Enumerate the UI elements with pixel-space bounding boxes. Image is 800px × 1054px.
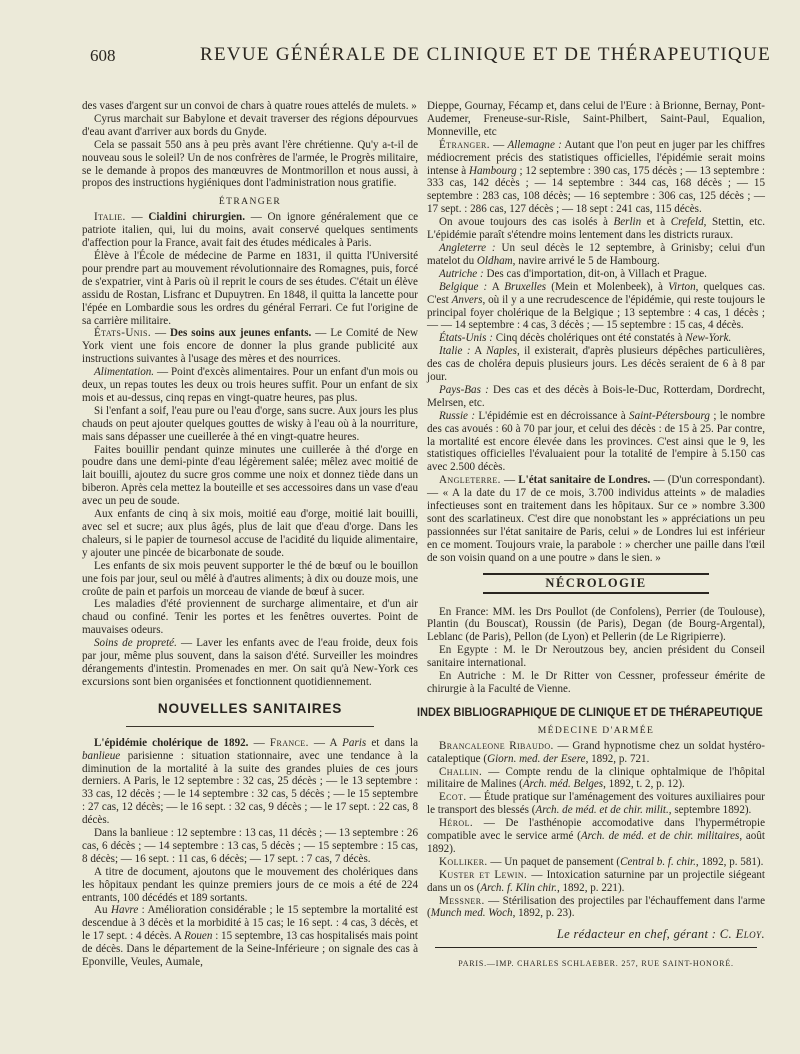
paragraph: Si l'enfant a soif, l'eau pure ou l'eau d'orge, sans sucre. Aux jours les plus chauds on peut ajouter quelques gouttes de wisky à l'eau où à la nourriture, mais sans dépasser une cueillerée à thé en vingt-quatre heures. (82, 404, 418, 443)
necrologie-block (427, 573, 765, 594)
article-title: L'état sanitaire de Londres. (518, 474, 651, 487)
signature-name: C. Eloy. (716, 927, 765, 942)
paragraph-italie-cholera (427, 345, 765, 384)
footer-rule (435, 947, 757, 948)
country-label: Italie. (94, 211, 126, 224)
paragraph-text: (Mein et Molenbeek), à (546, 280, 669, 293)
author-name: Kolliker. (439, 855, 488, 868)
paragraph-text: : 15 septembre, 13 cas hospitalisés mais point de décès. Dans le département de la Seine-Inférieure ; on signale des cas à Eponville, Veules, Aumale, (82, 930, 419, 969)
paragraph-russie (427, 410, 765, 475)
printer-line: PARIS.—IMP. CHARLES SCHLAEBER. 257, RUE SAINT-HONORÉ. (458, 959, 734, 969)
section-heading-nouvelles: NOUVELLES SANITAIRES (157, 700, 343, 716)
inline-italic: États-Unis : (439, 332, 493, 345)
inline-italic: Russie : (439, 409, 476, 422)
journal-source: Arch. de méd. et de chir. milit. (535, 804, 669, 817)
inline-italic: Allemagne : (507, 138, 562, 151)
inline-italic: Pays-Bas : (439, 383, 489, 396)
paragraph-text: Cinq décès cholériques ont été constatés à (492, 332, 686, 345)
inline-italic: Paris (342, 736, 367, 749)
paragraph-italie (82, 211, 418, 250)
paragraph-alimentation (82, 366, 418, 405)
inline-italic: Autriche : (439, 267, 484, 280)
paragraph: A titre de document, ajoutons que le mouvement des cholériques dans les hôpitaux pendant les quinze premiers jours de ce mois a été de 224 entrants, 100 décédés et 189 sortants. (82, 865, 418, 904)
paragraph-text: A (487, 280, 505, 293)
left-column (82, 100, 418, 969)
dash: — (125, 211, 149, 224)
paragraph-text: et dans la (366, 736, 419, 749)
bibliography-entry (427, 817, 765, 856)
journal-source: Central b. f. chir. (620, 855, 696, 868)
inline-italic: Anvers (451, 293, 483, 306)
page-number: 608 (90, 46, 116, 65)
paragraph: Aux enfants de cinq à six mois, moitié eau d'orge, moitié lait bouilli, avec sel et sucre; aux plus âgés, plus de lait que d'eau d'orge. Dans les chaleurs, si le papier de tournesol accuse de l'acidité du liquide alimentaire, y ajouter une pincée de bicarbonate de soude. (82, 508, 418, 559)
entry-text: , août 1892). (427, 830, 765, 855)
entry-text: , 1892, p. 581). (695, 855, 764, 868)
entry-text: , 1892, p. 23). (512, 907, 575, 920)
journal-source: Arch. f. Klin chir. (480, 881, 557, 894)
journal-source: Arch. méd. Belges (522, 778, 604, 791)
country-label: Étranger. (439, 138, 490, 151)
entry-text: , 1892, p. 721. (585, 752, 650, 765)
paragraph-etats-unis-cholera (427, 332, 765, 345)
page-header (72, 42, 772, 72)
paragraph-text: ; 12 septembre : 390 cas, 175 décès ; — 13 septembre : 333 cas, 142 décès ; — 14 septembre : 344 cas, 168 décès ; — 15 septembre : 283 cas, 108 décès; — 16 septembre : 306 cas, 125 décès ; — 17 sept. : 286 cas, 127 décès ; — 18 sept : 241 cas, 115 décès. (427, 164, 765, 216)
section-heading-index: INDEX BIBLIOGRAPHIQUE DE CLINIQUE ET DE THÉRAPEUTIQUE (417, 704, 763, 719)
entry-text: , septembre 1892). (668, 804, 752, 817)
paragraph: Cela se passait 550 ans à peu près avant l'ère chrétienne. Qu'y a-t-il de nouveau sous le soleil? Un de nos confrères de l'armée, le Progrès militaire, se le demande à propos des manœuvres de Montmorillon et nous aussi, à propos des instructions hygiéniques dont l'administration nous gratifie. (82, 138, 418, 190)
paragraph-text: A (470, 345, 487, 358)
entry-text: — Grand hypnotisme chez un soldat hystéro-cataleptique ( (427, 739, 765, 765)
inline-italic: Virton (668, 280, 696, 293)
paragraph-text: ; le nombre des cas avoués : 60 à 70 par jour, et celui des décès : de 15 à 25. Par contre, la mortalité est encore élevée dans les provinces. C'est ainsi que le 9, les statistiques officielles l'évaluaient pour la totalité de l'empire à 5.150 cas avec 2.500 décès. (427, 409, 766, 474)
paragraph-isoles (427, 216, 765, 242)
bibliography-entry (427, 856, 765, 869)
author-name: Challin. (439, 765, 483, 778)
paragraph-text: — (D'un correspondant). — « A la date du 17 de ce mois, 3.700 individus atteints » de maladies infectieuses sont en traitement dans les hôpitaux. Sur ce » nombre 3.300 sont des scarlatineux. C'est dire que nonobstant les » appréciations un peu passionnées sur l'état sanitaire de Paris, celui » de Londres lui est inférieur en ce moment. Toujours vraie, la parabole : » chercher une paille dans l'œil de son voisin quand on a une poutre » dans le sien. » (427, 474, 765, 564)
paragraph-text: : Amélioration considérable ; le 15 septembre la mortalité est descendue à 3 décès et la morbidité à 15 cas; le 16 sept. : 4 cas, 3 décès, et le 17 sept. : 4 décès. A (82, 904, 418, 943)
subheading-etranger: ÉTRANGER (218, 196, 282, 208)
entry-text: — Intoxication saturnine par un projectile siégeant dans un os ( (427, 868, 765, 894)
paragraph: Faites bouillir pendant quinze minutes une cuillerée à thé d'orge en poudre dans une demi-pinte d'eau légèrement salée; mêlez avec moitié de lait bouilli, ajoutez du sucre gros comme une noix et donnez tiède dans un biberon. Après cela mettez la bouteille et ses accessoires dans un vase d'eau avec un peu de soude. (82, 443, 418, 508)
paragraph: Dieppe, Gournay, Fécamp et, dans celui de l'Eure : à Brionne, Bernay, Pont-Audemer, Freneuse-sur-Risle, Saint-Philbert, Saint-Paul, Equalion, Monneville, etc (427, 100, 765, 138)
article-title: L'épidémie cholérique de 1892. (94, 736, 249, 749)
inline-italic: Havre (110, 904, 139, 917)
country-label: États-Unis. (94, 327, 152, 340)
paragraph-pays-bas (427, 384, 765, 410)
paragraph: Élève à l'École de médecine de Parme en 1831, il quitta l'Université pour prendre part au mouvement révolutionnaire des Romagnes, puis, forcé de s'expatrier, vint à Paris où il reprit le cours de ses études. C'était un élève assidu de Rostan, Lisfranc et Dupuytren. En 1848, il quitta la lancette pour l'épée en Lombardie sous les ordres du général Ferrari. Ce fut l'origine de sa carrière militaire. (82, 249, 418, 327)
dash: — (151, 327, 171, 340)
paragraph-text: Des cas d'importation, dit-on, à Villach et Prague. (483, 267, 707, 280)
signature-label: Le rédacteur en chef, gérant : (556, 927, 717, 942)
entry-text: — Un paquet de pansement ( (487, 855, 621, 868)
paragraph-text: parisienne : situation stationnaire, avec une tendance à la diminution de la mortalité à la suite des grandes pluies de ces jours derniers. A Paris, le 12 septembre : 32 cas, 25 décès ; — le 13 septembre : 33 cas, 12 décès ; — le 14 septembre : 32 cas, 5 décès ; — le 15 septembre : 27 cas, 12 décès; — le 16 sept. : 32 cas, 9 décès ; — le 17 sept. : 22 cas, 8 décès. (82, 749, 418, 827)
paragraph-etats-unis (82, 327, 418, 366)
editor-signature (427, 928, 765, 941)
paragraph-text: — On ignore généralement que ce patriote italien, qui, lui du moins, avait conservé quelques sentiments d'affection pour la France, avait fait des études médicales à Paris. (82, 211, 418, 250)
paragraph-text: On avoue toujours des cas isolés à (439, 216, 614, 229)
paragraph-text: , quelques cas. C'est (427, 280, 765, 306)
paragraph-soins (82, 637, 418, 689)
paragraph: Cyrus marchait sur Babylone et devait traverser des régions dépourvues d'eau avant d'arriver aux bords du Gnyde. (82, 112, 418, 138)
paragraph-angleterre-cholera (427, 242, 765, 268)
inline-italic: Hambourg (469, 164, 517, 177)
inline-italic: New-York. (685, 332, 732, 345)
article-title: Cialdini chirurgien. (148, 211, 245, 224)
paragraph-text: Des cas et des décès à Bois-le-Duc, Rotterdam, Dordrecht, Melrsen, etc. (427, 383, 765, 409)
inline-italic: Berlin (613, 216, 642, 229)
article-title: Des soins aux jeunes enfants. (170, 327, 312, 340)
paragraph-londres (427, 474, 765, 564)
inline-italic: Oldham (476, 254, 513, 267)
paragraph-text: , il existerait, d'après plusieurs dépêches particulières, des cas de choléra depuis plusieurs jours. Les décès seraient de 6 à 8 par jour. (427, 345, 765, 384)
paragraph: Les enfants de six mois peuvent supporter le thé de bœuf ou le bouillon une fois par jour, seul ou mêlé à d'autres aliments; à dix ou douze mois, une croûte de pain et parfois un morceau de viande de bœuf à sucer. (82, 559, 418, 598)
necrologie-top-rule (483, 573, 709, 575)
inline-italic: Saint-Pétersbourg (629, 409, 710, 422)
dash: — (248, 736, 270, 749)
section-heading-necrologie: NÉCROLOGIE (545, 575, 647, 590)
paragraph: Dans la banlieue : 12 septembre : 13 cas, 11 décès ; — 13 septembre : 26 cas, 6 décès ; — 14 septembre : 13 cas, 5 décès ; — 15 septembre : 15 cas, 8 décès; — 16 sept. : 11 cas, 6 décès; — 17 sept. : 7 cas, 7 décès. (82, 827, 418, 865)
paragraph-text: , Stettin, etc. L'épidémie paraît s'étendre moins lentement dans les districts ruraux. (427, 216, 765, 242)
inline-italic: Naples (486, 345, 517, 358)
country-label: France. (269, 736, 309, 749)
paragraph-text: Au (94, 904, 111, 917)
journal-source: Arch. de méd. et de chir. militaires (580, 830, 740, 843)
entry-text: — Stérilisation des projectiles par l'échauffement dans l'arme ( (427, 894, 765, 920)
inline-italic: Angleterre : (439, 241, 496, 254)
author-name: Brancaleone Ribaudo. (439, 739, 554, 752)
author-name: Hérol. (439, 817, 474, 830)
dash: — (489, 138, 508, 151)
subheading-medecine-armee: MÉDECINE D'ARMÉE (537, 724, 655, 736)
bibliography-entry (427, 895, 765, 921)
paragraph-havre (82, 904, 418, 969)
paragraph: En Egypte : M. le Dr Neroutzous bey, ancien président du Conseil sanitaire international. (427, 644, 765, 670)
country-label: Angleterre. (439, 474, 501, 487)
paragraph: En Autriche : M. le Dr Ritter von Cessner, professeur émérite de chirurgie à la Faculté de Vienne. (427, 670, 765, 695)
paragraph-autriche (427, 268, 765, 281)
bibliography-entry (427, 791, 765, 817)
paragraph-belgique (427, 281, 765, 333)
author-name: Messner. (439, 894, 485, 907)
entry-text: — Étude pratique sur l'aménagement des voitures auxiliaires pour le transport des blessés ( (427, 791, 765, 817)
inline-italic: Crefeld (670, 216, 704, 229)
paragraph-etranger (427, 139, 765, 216)
inline-italic: Alimentation. (94, 366, 155, 379)
inline-italic: Rouen (184, 930, 213, 943)
bibliography-entry (427, 740, 765, 766)
paragraph-text: et à (641, 216, 671, 229)
paragraph-text: Un seul décès le 12 septembre, à Grinisby; celui d'un matelot du (427, 241, 765, 267)
right-column (417, 100, 766, 971)
inline-italic: banlieue (82, 749, 121, 762)
running-title: REVUE GÉNÉRALE DE CLINIQUE ET DE THÉRAPEUTIQUE (200, 44, 771, 65)
entry-text: — De l'asthénopie accomodative dans l'hypermétropie compatible avec le service armé ( (427, 817, 765, 843)
author-name: Ecot. (439, 791, 467, 804)
entry-text: — Compte rendu de la clinique ophtalmique de l'hôpital militaire de Malines ( (427, 765, 765, 791)
paragraph: des vases d'argent sur un convoi de chars à quatre roues attelés de mulets. » (82, 100, 417, 112)
dash: — (500, 474, 519, 487)
paragraph-text: — Point d'excès alimentaires. Pour un enfant d'un mois ou deux, un repas toutes les deux ou trois heures suffit. Pour un enfant de six mois et au-dessus, cinq repas en vingt-quatre heures, pas plus. (82, 366, 418, 404)
bibliography-entry (427, 869, 765, 895)
paragraph-text: — A (308, 736, 343, 749)
paragraph-text: — Laver les enfants avec de l'eau froide, deux fois par jour, même plus souvent, dans la saison d'été. Surveiller les moindres dérangements d'intestin. Promenades en mer. On sait qu'à New-York ces excursions sont bien organisées et fonctionnent quotidiennement. (82, 637, 418, 688)
inline-italic: Belgique : (439, 280, 488, 293)
inline-italic: Bruxelles (504, 280, 547, 293)
bibliography-entry (427, 766, 765, 792)
paragraph-text: Autant que l'on peut en juger par les chiffres médiocrement précis des statistiques officielles, l'épidémie serait moins intense à (427, 138, 766, 177)
journal-source: Giorn. med. der Esere (487, 752, 586, 765)
entry-text: , 1892, t. 2, p. 12). (603, 778, 685, 791)
inline-italic: Soins de propreté. (94, 637, 177, 650)
paragraph-text: — Le Comité de New York vient une fois encore de donner la plus grande publicité aux instructions suivantes à l'usage des mères et des nourrices. (82, 327, 418, 366)
paragraph-text: , navire arrivé le 5 de Hambourg. (512, 254, 660, 267)
inline-italic: Italie : (439, 345, 471, 358)
author-name: Kuster et Lewin. (439, 868, 528, 881)
paragraph-text: , où il y a une recrudescence de l'épidémie, qui reste toujours le principal foyer cholérique de la Belgique ; 13 septembre : 4 cas, 1 décès ; — — 14 septembre : 4 cas, 3 décès ; — 15 septembre : 15 cas, 4 décès. (427, 293, 765, 332)
entry-text: , 1892, p. 221). (556, 881, 625, 894)
paragraph-text: L'épidémie est en décroissance à (475, 409, 630, 422)
journal-source: Munch med. Woch (430, 907, 513, 920)
paragraph-cholera (82, 737, 418, 827)
necrologie-bottom-rule (483, 592, 709, 594)
paragraph: Les maladies d'été proviennent de surcharge alimentaire, et d'un air chaud ou confiné. Tenir les portes et les fenêtres ouvertes. Point de mauvaises odeurs. (82, 598, 418, 637)
heading-rule (126, 726, 374, 727)
paragraph: En France: MM. les Drs Poullot (de Confolens), Perrier (de Toulouse), Plantin (du Bouscat), Roussin (de Paris), Degan (de Bourg-Argental), Leblanc (de Paris), Pellon (de Lyon) et Pellerin (de Le Rigripierre). (427, 605, 765, 644)
